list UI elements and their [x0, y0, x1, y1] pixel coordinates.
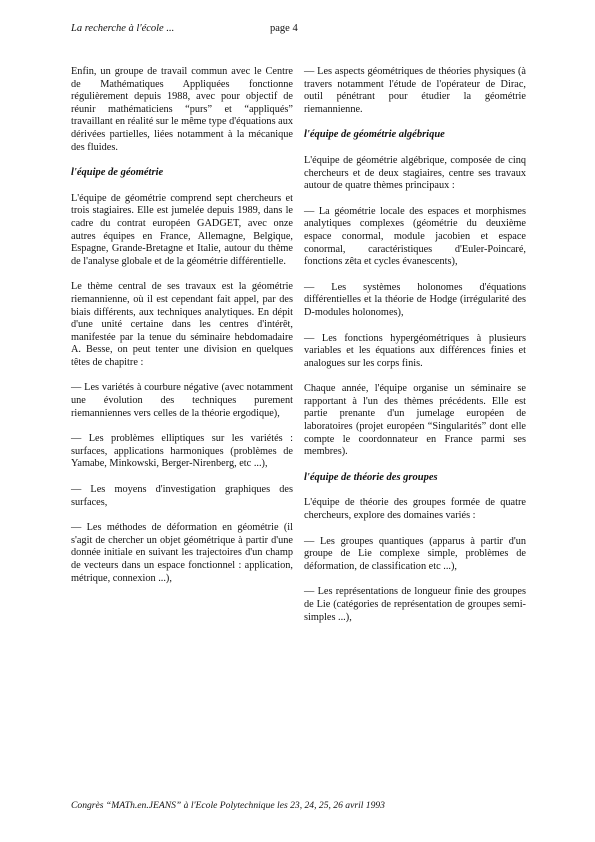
list-item-fonctions-hypergeometriques: — Les fonctions hypergéométriques à plusieurs variables et les équations aux différences finies et analogues sur les corps finis.	[304, 332, 526, 369]
paragraph-theme-central: Le thème central de ses travaux est la géométrie riemannienne, où il est cependant fait appel, par des biais différents, aux techniques analytiques. En dépit d'une unité certaine dans les centres d'intérêt, manifestée par la tenue du séminaire hebdomadaire A. Besse, on peut tenter une division en quelques têtes de chapitre :	[71, 281, 293, 368]
page-header	[71, 23, 531, 39]
paragraph-equipe-algebrique: L'équipe de géométrie algébrique, composée de cinq chercheurs et de deux stagiaires, centre ses travaux autour de quatre thèmes principaux :	[304, 154, 526, 192]
list-item-aspects-geometriques: — Les aspects géométriques de théories physiques (à travers notamment l'étude de l'opérateur de Dirac, outil pénétrant pour étudier la géométrie riemannienne.	[304, 66, 526, 115]
paragraph-seminaire: Chaque année, l'équipe organise un séminaire se rapportant à l'un des thèmes précédents. Elle est partie prenante d'un jumelage européen de laboratoires (projet européen “Singularités” dont elle compte le coordonnateur en France parmi ses membres).	[304, 383, 526, 458]
section-heading-geometrie-algebrique: l'équipe de géométrie algébrique	[304, 129, 445, 141]
paragraph-equipe-geometrie: L'équipe de géométrie comprend sept chercheurs et trois stagiaires. Elle est jumelée depuis 1989, dans le cadre du contrat européen GADGET, avec onze autres équipes en France, Allemagne, Belgique, Espagne, Grande-Bretagne et Italie, autour du thème de l'analyse globale et de la géométrie différentielle.	[71, 192, 293, 267]
paragraph-equipe-groupes: L'équipe de théorie des groupes formée de quatre chercheurs, explore des domaines variés :	[304, 497, 526, 522]
list-item-systemes-holonomes: — Les systèmes holonomes d'équations différentielles et la théorie de Hodge (irrégularité des D-modules holonomes),	[304, 281, 526, 318]
list-item-groupes-quantiques: — Les groupes quantiques (apparus à partir d'un groupe de Lie complexe simple, problèmes de déformation, de classification etc ...),	[304, 535, 526, 572]
right-column	[304, 66, 526, 637]
list-item-investigation-graphique: — Les moyens d'investigation graphiques des surfaces,	[71, 484, 293, 508]
left-column	[71, 66, 293, 598]
list-item-courbure-negative: — Les variétés à courbure négative (avec notamment une évolution des techniques purement riemanniennes vers celles de la théorie ergodique),	[71, 382, 293, 419]
section-heading-theorie-groupes: l'équipe de théorie des groupes	[304, 471, 438, 483]
list-item-geometrie-locale: — La géométrie locale des espaces et morphismes analytiques complexes (géométrie du deuxième espace conormal, module jacobien et espace conormal, caractéristiques d'Euler-Poincaré, fonctions zêta et cycles évanescents),	[304, 205, 526, 268]
page-number: page 4	[270, 23, 298, 34]
list-item-representations: — Les représentations de longueur finie des groupes de Lie (catégories de représentation de groupes semi-simples ...),	[304, 586, 526, 623]
paragraph-groupe-travail: Enfin, un groupe de travail commun avec le Centre de Mathématiques Appliquées fonctionne régulièrement depuis 1988, avec pour objectif de réunir mathématiciens “purs” et “appliqués” travaillant en réalité sur le même type d'équations aux dérivées partielles, liées notamment à la mécanique des fluides.	[71, 66, 294, 153]
running-title: La recherche à l'école ...	[71, 23, 175, 34]
section-heading-geometrie: l'équipe de géométrie	[71, 167, 164, 179]
list-item-methodes-deformation: — Les méthodes de déformation en géométrie (il s'agit de chercher un objet géométrique à partir d'une donnée initiale en suivant les trajectoires d'un champ de vecteurs dans un espace fonctionnel : application, métrique, connexion ...),	[71, 522, 293, 584]
list-item-problemes-elliptiques: — Les problèmes elliptiques sur les variétés : surfaces, applications harmoniques (problèmes de Yamabe, Minkowski, Berger-Nirenberg, etc ...),	[71, 433, 293, 470]
page-footer: Congrès “MATh.en.JEANS” à l'Ecole Polytechnique les 23, 24, 25, 26 avril 1993	[71, 800, 385, 811]
